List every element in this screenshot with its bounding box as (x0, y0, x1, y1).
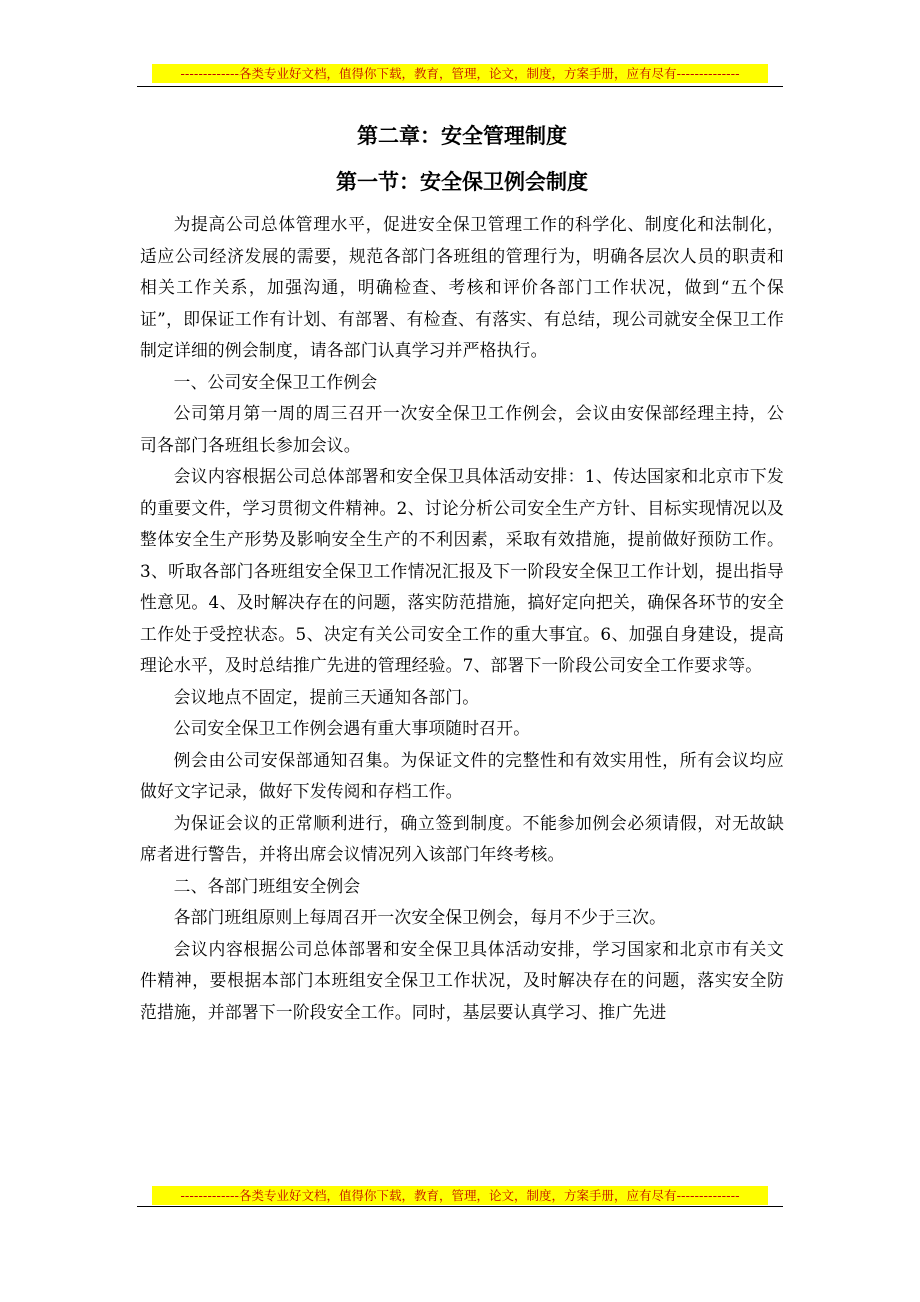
paragraph-department-content: 会议内容根据公司总体部署和安全保卫具体活动安排，学习国家和北京市有关文件精神，要根据本部门本班组安全保卫工作状况，及时解决存在的问题，落实安全防范措施，并部署下一阶段安全工作。同时，基层要认真学习、推广先进 (140, 938, 784, 1022)
heading-company-meeting: 一、公司安全保卫工作例会 (173, 371, 378, 392)
document-body (140, 115, 784, 1028)
footer-banner: -------------各类专业好文档，值得你下载，教育，管理，论文，制度，方案手册，应有尽有-------------- (152, 1186, 768, 1205)
paragraph-meeting-schedule: 公司第月第一周的周三召开一次安全保卫工作例会，会议由安保部经理主持，公司各部门各班组长参加会议。 (140, 403, 784, 455)
paragraph-sign-in: 为保证会议的正常顺利进行，确立签到制度。不能参加例会必须请假，对无故缺席者进行警告，并将出席会议情况列入该部门年终考核。 (140, 812, 784, 864)
paragraph-special-meeting: 公司安全保卫工作例会遇有重大事项随时召开。 (173, 718, 531, 738)
paragraph-meeting-content: 会议内容根据公司总体部署和安全保卫具体活动安排：1、传达国家和北京市下发的重要文件，学习贯彻文件精神。2、讨论分析公司安全生产方针、目标实现情况以及整体安全生产形势及影响安全生产的不利因素，采取有效措施，提前做好预防工作。3、听取各部门各班组安全保卫工作情况汇报及下一阶段安全保卫工作计划，提出指导性意见。4、及时解决存在的问题，落实防范措施，搞好定向把关，确保各环节的安全工作处于受控状态。5、决定有关公司安全工作的重大事宜。6、加强自身建设，提高理论水平，及时总结推广先进的管理经验。7、部署下一阶段公司安全工作要求等。 (140, 466, 784, 675)
section-title: 第一节：安全保卫例会制度 (336, 170, 588, 194)
header-banner: -------------各类专业好文档，值得你下载，教育，管理，论文，制度，方案手册，应有尽有-------------- (152, 64, 768, 83)
header-divider (137, 86, 783, 87)
footer-divider (137, 1206, 783, 1207)
paragraph-meeting-location: 会议地点不固定，提前三天通知各部门。 (173, 686, 480, 707)
paragraph-meeting-records: 例会由公司安保部通知召集。为保证文件的完整性和有效实用性，所有会议均应做好文字记录，做好下发传阅和存档工作。 (140, 749, 784, 801)
paragraph-department-frequency: 各部门班组原则上每周召开一次安全保卫例会，每月不少于三次。 (173, 907, 667, 927)
heading-department-meeting: 二、各部门班组安全例会 (173, 875, 361, 896)
paragraph-intro: 为提高公司总体管理水平，促进安全保卫管理工作的科学化、制度化和法制化，适应公司经济发展的需要，规范各部门各班组的管理行为，明确各层次人员的职责和相关工作关系，加强沟通，明确检查、考核和评价各部门工作状况，做到“五个保证”，即保证工作有计划、有部署、有检查、有落实、有总结，现公司就安全保卫工作制定详细的例会制度，请各部门认真学习并严格执行。 (140, 214, 784, 360)
chapter-title: 第二章：安全管理制度 (357, 124, 567, 148)
